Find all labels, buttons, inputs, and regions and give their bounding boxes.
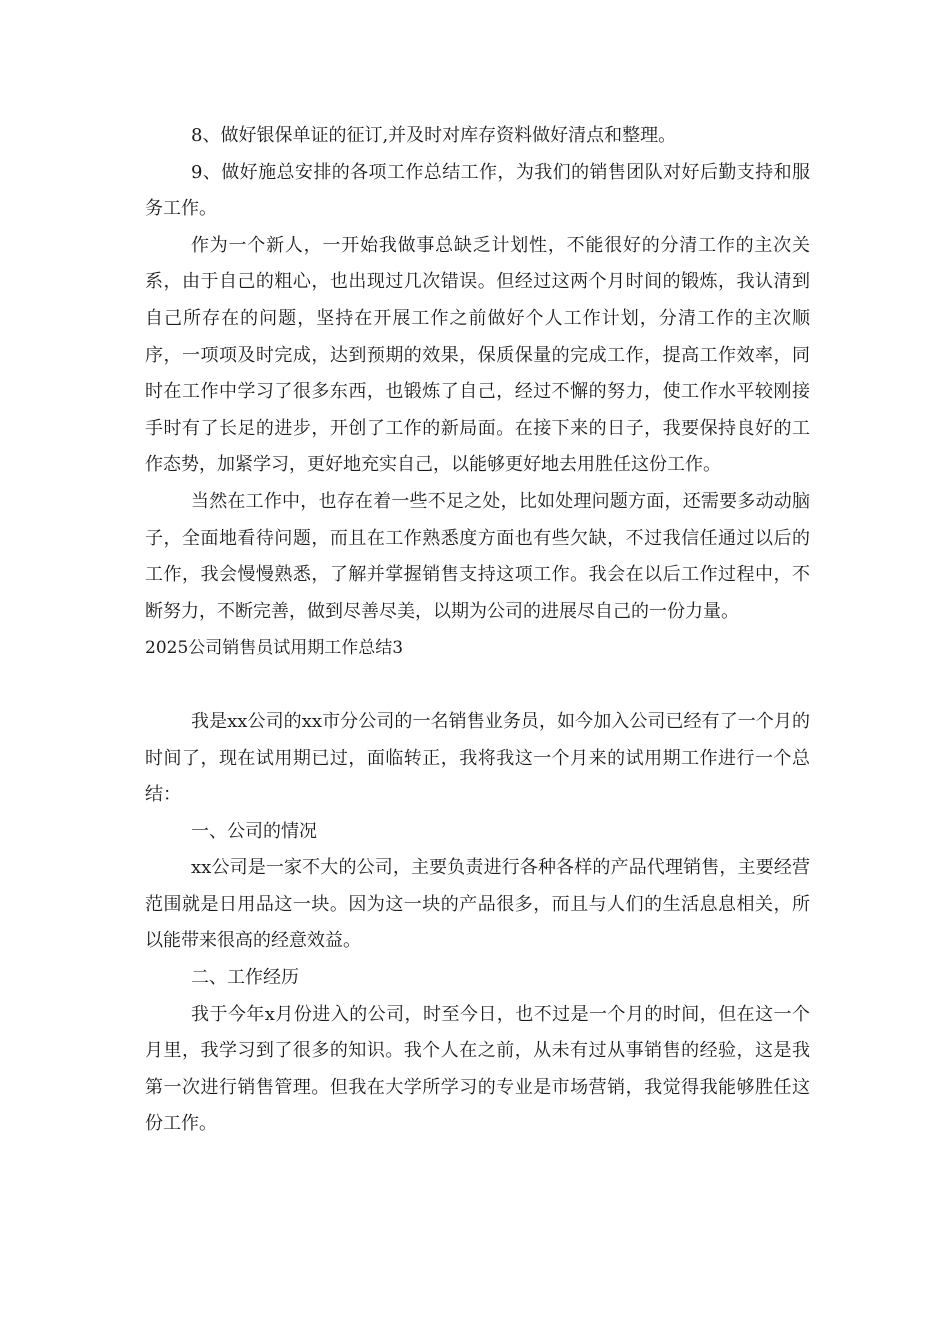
paragraph-item-8: 8、做好银保单证的征订,并及时对库存资料做好清点和整理。 xyxy=(191,125,677,146)
paragraph-company-info: xx公司是一家不大的公司，主要负责进行各种各样的产品代理销售，主要经营范围就是日用品这一块。因为这一块的产品很多，而且与人们的生活息息相关，所以能带来很高的经意效益。 xyxy=(145,857,810,952)
subheading-work-experience: 二、工作经历 xyxy=(191,967,299,989)
paragraph-newcomer-reflection: 作为一个新人，一开始我做事总缺乏计划性，不能很好的分清工作的主次关系，由于自己的粗心，也出现过几次错误。但经过这两个月时间的锻炼，我认清到自己所存在的问题，坚持在开展工作之前做好个人工作计划，分清工作的主次顺序，一项项及时完成，达到预期的效果，保质保量的完成工作，提高工作效率，同时在工作中学习了很多东西，也锻炼了自己，经过不懈的努力，使工作水平较刚接手时有了长足的进步，开创了工作的新局面。在接下来的日子，我要保持良好的工作态势，加紧学习，更好地充实自己，以能够更好地去用胜任这份工作。 xyxy=(145,234,810,476)
paragraph-introduction: 我是xx公司的xx市分公司的一名销售业务员，如今加入公司已经有了一个月的时间了，现在试用期已过，面临转正，我将我这一个月来的试用期工作进行一个总结： xyxy=(145,710,810,806)
document-page xyxy=(145,118,810,1143)
paragraph-shortcomings: 当然在工作中，也存在着一些不足之处，比如处理问题方面，还需要多动动脑子，全面地看待问题，而且在工作熟悉度方面也有些欠缺，不过我信任通过以后的工作，我会慢慢熟悉，了解并掌握销售支持这项工作。我会在以后工作过程中，不断努力，不断完善，做到尽善尽美，以期为公司的进展尽自己的一份力量。 xyxy=(145,490,810,622)
blank-line xyxy=(145,667,810,704)
paragraph-item-9: 9、做好施总安排的各项工作总结工作，为我们的销售团队对好后勤支持和服务工作。 xyxy=(145,161,810,220)
subheading-company: 一、公司的情况 xyxy=(191,820,317,842)
paragraph-work-experience: 我于今年x月份进入的公司，时至今日，也不过是一个月的时间，但在这一个月里，我学习到了很多的知识。我个人在之前，从未有过从事销售的经验，这是我第一次进行销售管理。但我在大学所学习的专业是市场营销，我觉得我能够胜任这份工作。 xyxy=(145,1003,810,1135)
section-title: 2025公司销售员试用期工作总结3 xyxy=(145,638,404,659)
